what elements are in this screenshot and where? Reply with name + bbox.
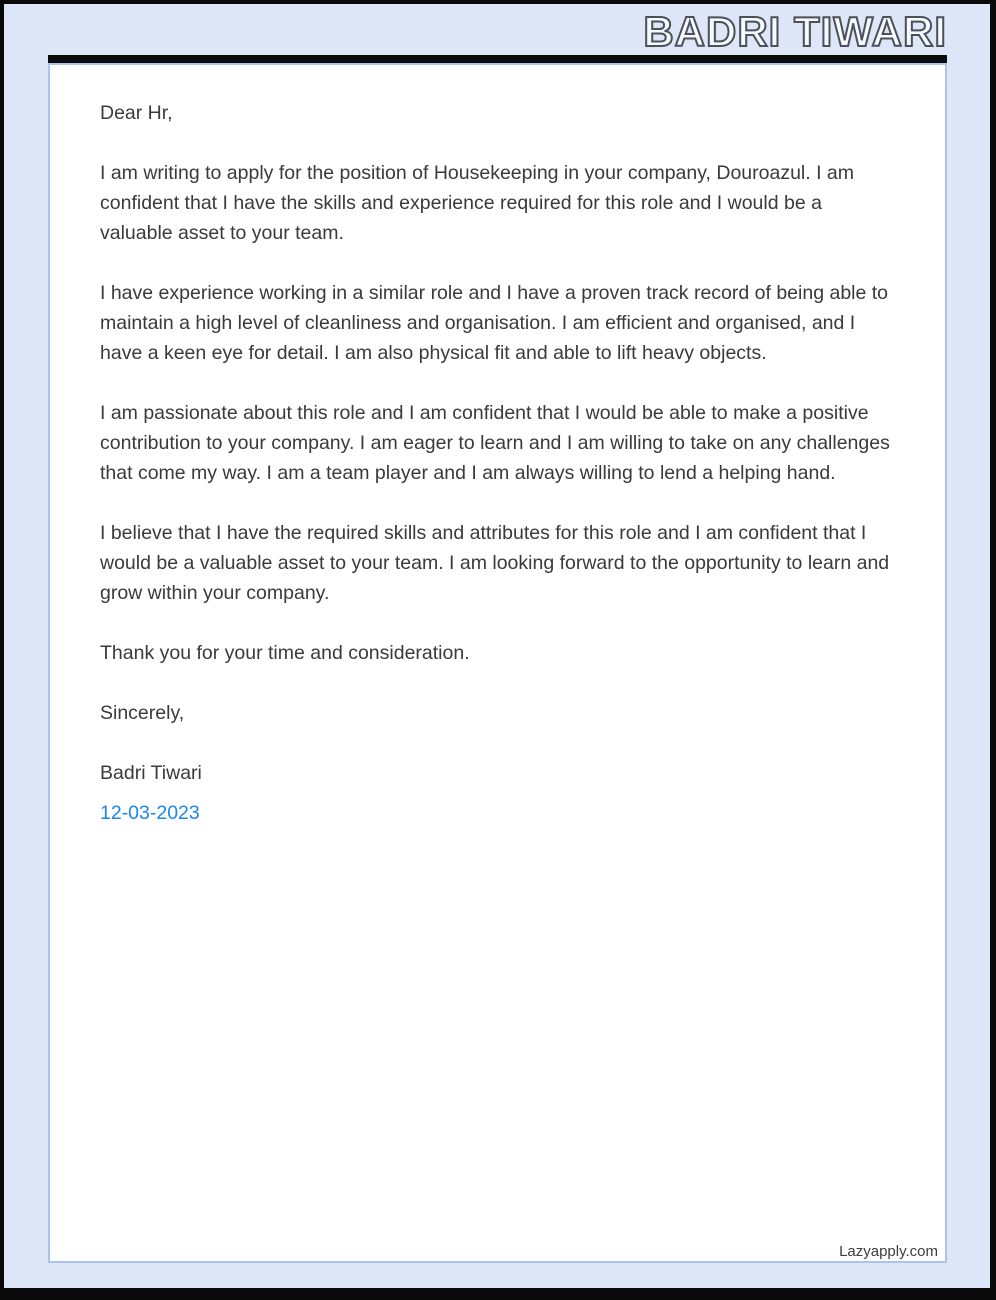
letter-closing: Sincerely, [100, 702, 185, 724]
letter-thanks-line: Thank you for your time and consideration. [100, 642, 470, 664]
header-divider-rule [48, 55, 947, 63]
letter-paragraph: I am writing to apply for the position of Housekeeping in your company, Douroazul. I am confident that I have the skills and experience required for this role and I would be a valuable asset to your team. [100, 162, 855, 244]
letter-date: 12-03-2023 [100, 802, 200, 824]
letter-signature-name: Badri Tiwari [100, 762, 202, 784]
letter-paragraph: I have experience working in a similar role and I have a proven track record of being able to maintain a high level of cleanliness and organisation. I am efficient and organised, and I have a keen eye for detail. I am also physical fit and able to lift heavy objects. [100, 282, 889, 364]
letter-paragraph: I believe that I have the required skills and attributes for this role and I am confident that I would be a valuable asset to your team. I am looking forward to the opportunity to learn and grow within your company. [100, 522, 890, 604]
letter-paragraph: I am passionate about this role and I am confident that I would be able to make a positive contribution to your company. I am eager to learn and I am willing to take on any challenges that come my way. I am a team player and I am always willing to lend a helping hand. [100, 402, 890, 484]
applicant-name-header: BADRI TIWARI [643, 8, 947, 55]
cover-letter-document [48, 63, 947, 1263]
lazyapply-brand-mark: Lazyapply.com [839, 1243, 938, 1260]
letter-salutation: Dear Hr, [100, 102, 173, 124]
letter-body [50, 65, 945, 828]
